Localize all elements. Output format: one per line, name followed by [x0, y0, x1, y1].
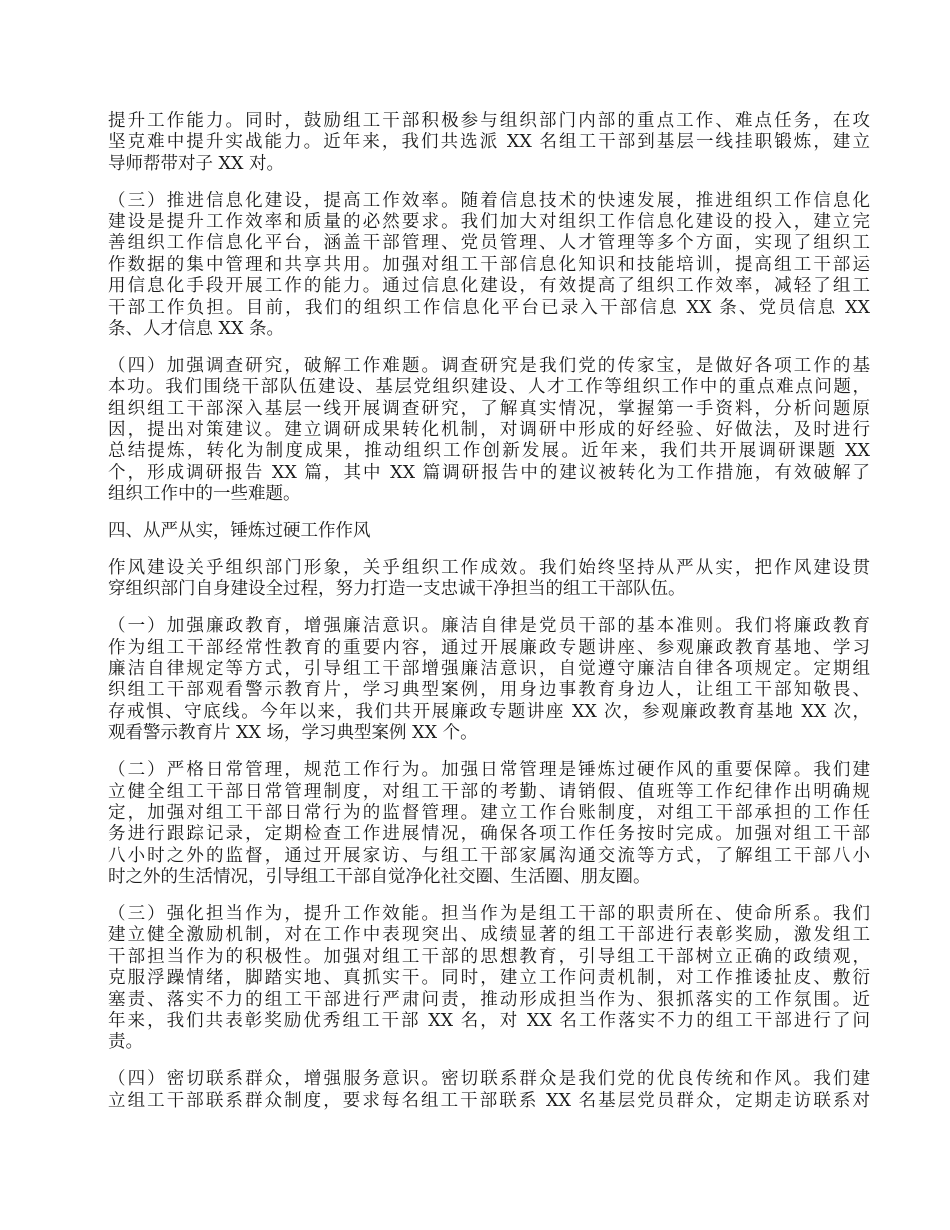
text-line: 提升工作能力。同时，鼓励组工干部积极参与组织部门内部的重点工作、难点任务，在攻: [108, 111, 870, 131]
text-line: （三）强化担当作为，提升工作效能。担当作为是组工干部的职责所在、使命所系。我们: [108, 904, 870, 924]
text-line: 克服浮躁情绪，脚踏实地、真抓实干。同时，建立工作问责机制，对工作推诿扯皮、敷衍: [108, 968, 870, 989]
text-line: 存戒惧、守底线。今年以来，我们共开展廉政专题讲座 XX 次，参观廉政教育基地 XX 次，: [108, 701, 870, 722]
text-line: 定，加强对组工干部日常行为的监督管理。建立工作台账制度，对组工干部承担的工作任: [108, 802, 870, 823]
paragraph: [108, 191, 870, 341]
text-line: 组织组工干部深入基层一线开展调查研究，了解真实情况，掌握第一手资料，分析问题原: [108, 398, 870, 419]
text-line: （三）推进信息化建设，提高工作效率。随着信息技术的快速发展，推进组织工作信息化: [108, 190, 870, 211]
text-line: 总结提炼，转化为制度成果，推动组织工作创新发展。近年来，我们共开展调研课题 XX: [108, 441, 870, 462]
text-line: 八小时之外的监督，通过开展家访、与组工干部家属沟通交流等方式，了解组工干部八小: [108, 845, 870, 866]
paragraph: [108, 904, 870, 1054]
paragraph: [108, 760, 870, 888]
text-line: 作数据的集中管理和共享共用。加强对组工干部信息化知识和技能培训，提高组工干部运: [108, 254, 870, 275]
text-line: 坚克难中提升实战能力。近年来，我们共选派 XX 名组工干部到基层一线挂职锻炼，建立: [108, 132, 870, 153]
text-line: 四、从严从实，锤炼过硬工作作风: [108, 521, 371, 542]
text-line: 个，形成调研报告 XX 篇，其中 XX 篇调研报告中的建议被转化为工作措施，有效破解了: [108, 462, 870, 483]
text-line: 塞责、落实不力的组工干部进行严肃问责，推动形成担当作为、狠抓落实的工作氛围。近: [108, 989, 870, 1010]
text-line: 建立健全激励机制，对在工作中表现突出、成绩显著的组工干部进行表彰奖励，激发组工: [108, 925, 870, 946]
paragraph: [108, 616, 870, 744]
text-line: 善组织工作信息化平台，涵盖干部管理、党员管理、人才管理等多个方面，实现了组织工: [108, 233, 870, 254]
text-line: 年来，我们共表彰奖励优秀组工干部 XX 名，对 XX 名工作落实不力的组工干部进行了问: [108, 1010, 870, 1031]
text-line: 干部工作负担。目前，我们的组织工作信息化平台已录入干部信息 XX 条、党员信息 XX: [108, 297, 870, 318]
text-line: （四）加强调查研究，破解工作难题。调查研究是我们党的传家宝，是做好各项工作的基: [108, 355, 870, 376]
text-line: （一）加强廉政教育，增强廉洁意识。廉洁自律是党员干部的基本准则。我们将廉政教育: [108, 616, 870, 637]
text-line: 责。: [108, 1032, 143, 1053]
text-line: 本功。我们围绕干部队伍建设、基层党组织建设、人才工作等组织工作中的重点难点问题，: [108, 377, 870, 398]
text-line: 作风建设关乎组织部门形象，关乎组织工作成效。我们始终坚持从严从实，把作风建设贯: [108, 558, 870, 579]
paragraph: [108, 356, 870, 506]
text-line: 时之外的生活情况，引导组工干部自觉净化社交圈、生活圈、朋友圈。: [108, 867, 651, 888]
text-line: 廉洁自律规定等方式，引导组工干部增强廉洁意识，自觉遵守廉洁自律各项规定。定期组: [108, 659, 870, 680]
text-line: 建设是提升工作效率和质量的必然要求。我们加大对组织工作信息化建设的投入，建立完: [108, 212, 870, 233]
text-line: 穿组织部门自身建设全过程，努力打造一支忠诚干净担当的组工干部队伍。: [108, 579, 686, 600]
text-line: 用信息化手段开展工作的能力。通过信息化建设，有效提高了组织工作效率，减轻了组工: [108, 276, 870, 297]
document-body: [108, 111, 870, 1128]
text-line: 立健全组工干部日常管理制度，对组工干部的考勤、请销假、值班等工作纪律作出明确规: [108, 781, 870, 802]
text-line: （四）密切联系群众，增强服务意识。密切联系群众是我们党的优良传统和作风。我们建: [108, 1069, 870, 1090]
text-line: 因，提出对策建议。建立调研成果转化机制，对调研中形成的好经验、好做法，及时进行: [108, 420, 870, 441]
paragraph: [108, 111, 870, 175]
text-line: 作为组工干部经常性教育的重要内容，通过开展廉政专题讲座、参观廉政教育基地、学习: [108, 637, 870, 658]
text-line: 条、人才信息 XX 条。: [108, 319, 285, 340]
text-line: 导师帮带对子 XX 对。: [108, 153, 285, 174]
text-line: 组织工作中的一些难题。: [108, 484, 301, 505]
paragraph: [108, 1069, 870, 1112]
paragraph: [108, 558, 870, 601]
text-line: 立组工干部联系群众制度，要求每名组工干部联系 XX 名基层党员群众，定期走访联系对: [108, 1090, 870, 1111]
text-line: 织组工干部观看警示教育片，学习典型案例，用身边事教育身边人，让组工干部知敬畏、: [108, 680, 870, 701]
section-heading: [108, 521, 870, 542]
text-line: 干部担当作为的积极性。加强对组工干部的思想教育，引导组工干部树立正确的政绩观，: [108, 946, 870, 967]
text-line: 务进行跟踪记录，定期检查工作进展情况，确保各项工作任务按时完成。加强对组工干部: [108, 824, 870, 845]
text-line: （二）严格日常管理，规范工作行为。加强日常管理是锤炼过硬作风的重要保障。我们建: [108, 760, 870, 781]
text-line: 观看警示教育片 XX 场，学习典型案例 XX 个。: [108, 723, 478, 744]
